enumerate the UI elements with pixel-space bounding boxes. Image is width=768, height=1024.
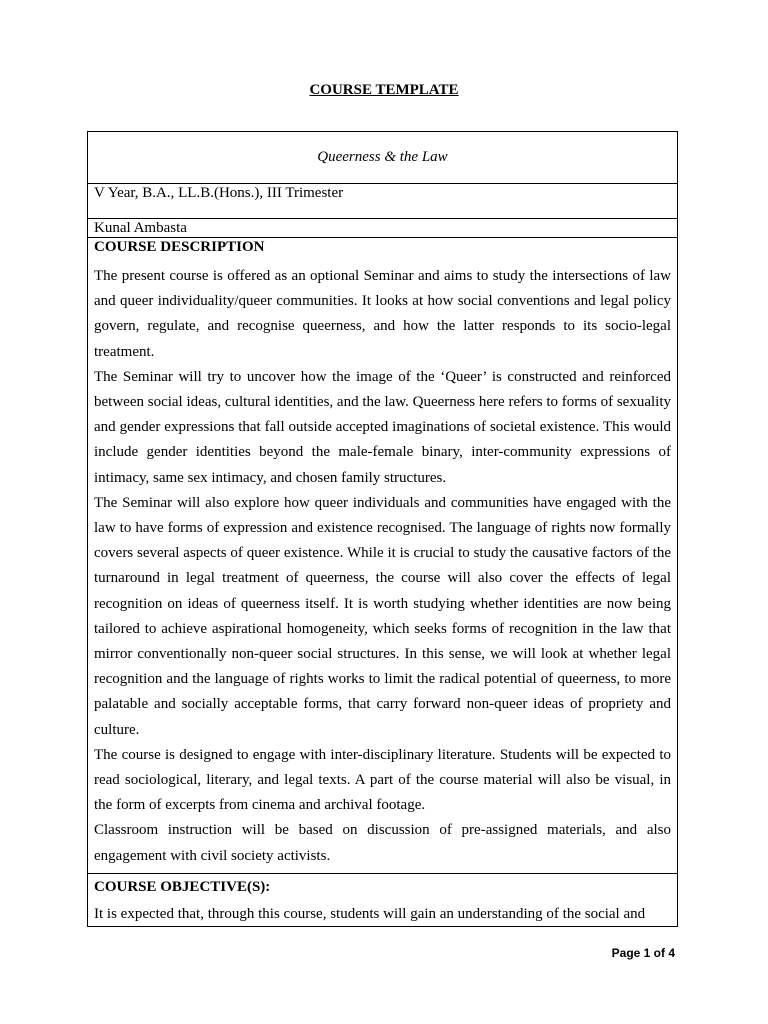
course-name-row — [88, 132, 677, 184]
course-name: Queerness & the Law — [317, 149, 448, 165]
faculty-name: Kunal Ambasta — [94, 220, 187, 236]
description-paragraph: Classroom instruction will be based on discussion of pre-assigned materials, and also engagement with civil society activists. — [94, 822, 671, 864]
course-description-section — [88, 238, 677, 874]
year-info-row — [88, 184, 677, 219]
course-description-heading: COURSE DESCRIPTION — [94, 239, 265, 255]
description-paragraph: The present course is offered as an optional Seminar and aims to study the intersections of law and queer individuality/queer communities. It looks at how social conventions and legal policy govern, regulate, and recognise queerness, and how the latter responds to its socio-legal treatment. — [94, 268, 671, 360]
description-paragraph: The Seminar will also explore how queer individuals and communities have engaged with the law to have forms of expression and existence recognised. The language of rights now formally covers several aspects of queer existence. While it is crucial to study the causative factors of the turnaround in legal treatment of queerness, the course will also cover the effects of legal recognition on ideas of queerness itself. It is worth studying whether identities are now being tailored to achieve aspirational homogeneity, which seeks forms of recognition in the law that mirror conventionally non-queer social structures. In this sense, we will look at whether legal recognition and the language of rights works to limit the radical potential of queerness, to more palatable and socially acceptable forms, that carry forward non-queer ideas of propriety and culture. — [94, 494, 671, 738]
course-table — [87, 131, 678, 927]
description-paragraph: The course is designed to engage with inter-disciplinary literature. Students will be expected to read sociological, literary, and legal texts. A part of the course material will also be visual, in the form of excerpts from cinema and archival footage. — [94, 746, 671, 814]
objective-text: It is expected that, through this course, students will gain an understanding of the social and — [94, 906, 646, 922]
course-objective-section — [88, 874, 677, 926]
document-title: COURSE TEMPLATE — [309, 82, 459, 98]
description-paragraph: The Seminar will try to uncover how the image of the ‘Queer’ is constructed and reinforced between social ideas, cultural identities, and the law. Queerness here refers to forms of sexuality and gender expressions that fall outside accepted imaginations of societal existence. This would include gender identities beyond the male-female binary, inter-community expressions of intimacy, same sex intimacy, and chosen family structures. — [94, 368, 671, 486]
course-objective-heading: COURSE OBJECTIVE(S): — [94, 879, 271, 895]
faculty-row — [88, 219, 677, 238]
year-info: V Year, B.A., LL.B.(Hons.), III Trimester — [94, 185, 344, 201]
page-number: Page 1 of 4 — [611, 946, 675, 960]
